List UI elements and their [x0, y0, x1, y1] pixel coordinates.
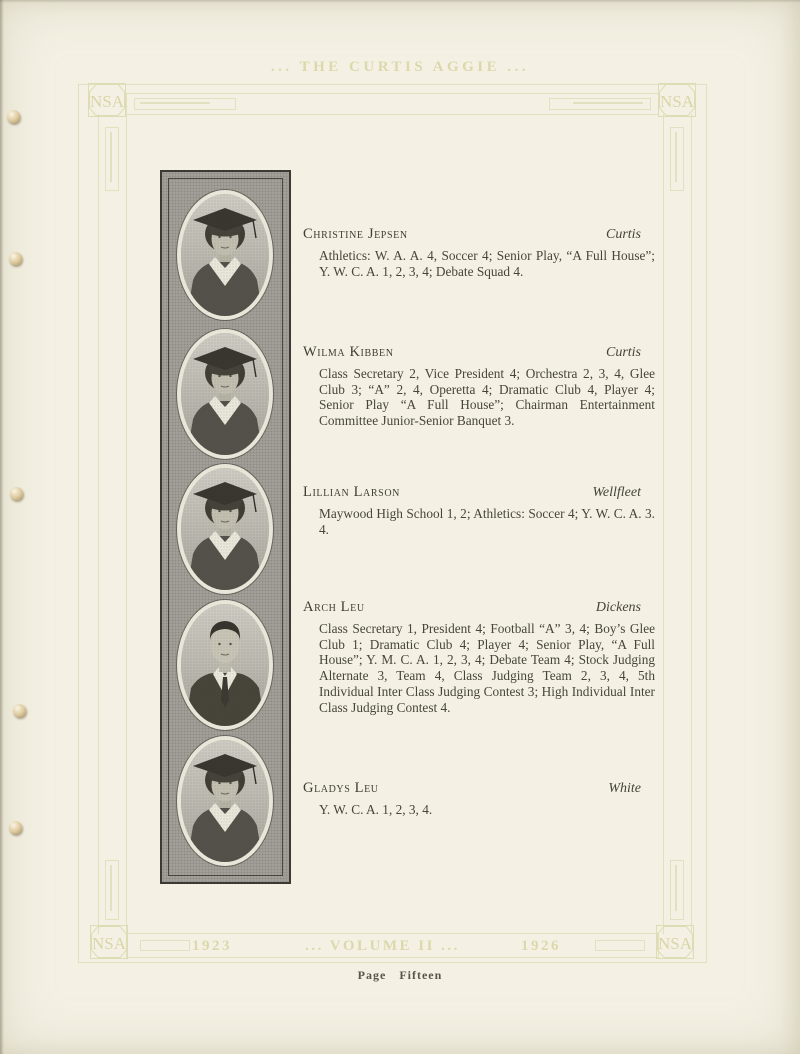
frame-left-column-ornament-bottom	[105, 860, 119, 920]
student-name: Wilma Kibben	[303, 344, 394, 360]
frame-top-bar-ornament-left	[134, 98, 236, 110]
student-entry-arch-leu	[303, 599, 655, 715]
frame-left-column-ornament-top-line	[110, 132, 112, 182]
frame-right-column-ornament-top	[670, 127, 684, 191]
frame-right-column-ornament-bottom-line	[675, 865, 677, 911]
student-activities: Y. W. C. A. 1, 2, 3, 4.	[319, 802, 433, 817]
student-town: Wellfleet	[592, 485, 641, 500]
binding-brad	[7, 110, 20, 123]
student-name-line	[303, 226, 655, 243]
binding-brad	[9, 821, 22, 834]
frame-top-bar-ornament-right	[549, 98, 651, 110]
student-activities: Class Secretary 1, President 4; Football “A” 3, 4; Boy’s Glee Club 1; Dramatic Club 4; Player 4; Senior Play, “A Full House”; Y. M. C. A. 1, 2, 3, 4; Debate Team 4; Stock Judging Alternate 3, Team 4, Class Judging Team 2, 3, 4, 5th Individual Inter Class Judging Contest 3; High Individual Inter Class Judging Contest 4.	[319, 621, 655, 715]
student-town: Dickens	[595, 600, 641, 615]
nsa-emblem-bottom-left	[90, 925, 128, 959]
nsa-emblem-text: NSA	[659, 92, 695, 111]
portrait-photo-christine-jepsen	[177, 190, 273, 320]
footer-volume: ... VOLUME II ...	[305, 938, 460, 954]
binding-brad	[13, 704, 26, 717]
student-town: Curtis	[605, 345, 641, 360]
frame-left-column	[98, 114, 127, 934]
portrait-photo-wilma-kibben	[177, 329, 273, 459]
frame-bottom-bar-ornament-right	[595, 940, 645, 951]
nsa-emblem-text: NSA	[91, 934, 127, 953]
student-entry-lillian-larson	[303, 484, 655, 537]
student-name: Gladys Leu	[303, 780, 379, 796]
student-name-line	[303, 780, 655, 797]
footer-year-left: 1923	[192, 938, 232, 954]
student-activities: Maywood High School 1, 2; Athletics: Soccer 4; Y. W. C. A. 3. 4.	[319, 506, 655, 537]
nsa-emblem-top-left	[88, 83, 126, 117]
nsa-emblem-text: NSA	[89, 92, 125, 111]
footer-year-right: 1926	[521, 938, 561, 954]
binding-brad	[9, 252, 22, 265]
student-name-line	[303, 484, 655, 501]
portrait-photo-gladys-leu	[177, 736, 273, 866]
nsa-emblem-top-right	[658, 83, 696, 117]
portrait-strip	[160, 170, 291, 884]
student-activities: Athletics: W. A. A. 4, Soccer 4; Senior Play, “A Full House”; Y. W. C. A. 1, 2, 3, 4; Debate Squad 4.	[319, 248, 655, 279]
student-name: Christine Jepsen	[303, 226, 408, 242]
page-number-label: Page Fifteen	[357, 968, 443, 982]
student-name: Lillian Larson	[303, 484, 400, 500]
nsa-emblem-bottom-right	[656, 925, 694, 959]
page-title: ... THE CURTIS AGGIE ...	[270, 59, 530, 75]
student-entry-christine-jepsen	[303, 226, 655, 279]
portrait-photo-arch-leu	[177, 600, 273, 730]
student-town: White	[608, 781, 641, 796]
scan-top-shadow	[0, 0, 800, 3]
frame-left-column-ornament-bottom-line	[110, 865, 112, 911]
student-town: Curtis	[605, 227, 641, 242]
frame-right-column	[663, 114, 692, 934]
student-entry-gladys-leu	[303, 780, 655, 818]
nsa-emblem-text: NSA	[657, 934, 693, 953]
scan-edge-shadow	[0, 0, 4, 1054]
student-entry-wilma-kibben	[303, 344, 655, 429]
frame-top-bar-ornament-right-line	[573, 102, 643, 104]
frame-bottom-bar-ornament-left	[140, 940, 190, 951]
portrait-photo-lillian-larson	[177, 464, 273, 594]
frame-top-bar-ornament-left-line	[140, 102, 210, 104]
frame-left-column-ornament-top	[105, 127, 119, 191]
frame-right-column-ornament-top-line	[675, 132, 677, 182]
student-name-line	[303, 344, 655, 361]
student-name-line	[303, 599, 655, 616]
student-name: Arch Leu	[303, 599, 365, 615]
frame-right-column-ornament-bottom	[670, 860, 684, 920]
binding-brad	[10, 487, 23, 500]
student-activities: Class Secretary 2, Vice President 4; Orchestra 2, 3, 4, Glee Club 3; “A” 2, 4, Operetta 4; Dramatic Club 4, Player 4; Senior Play “A Full House”; Chairman Entertainment Committee Junior-Senior Banquet 3.	[319, 366, 655, 429]
